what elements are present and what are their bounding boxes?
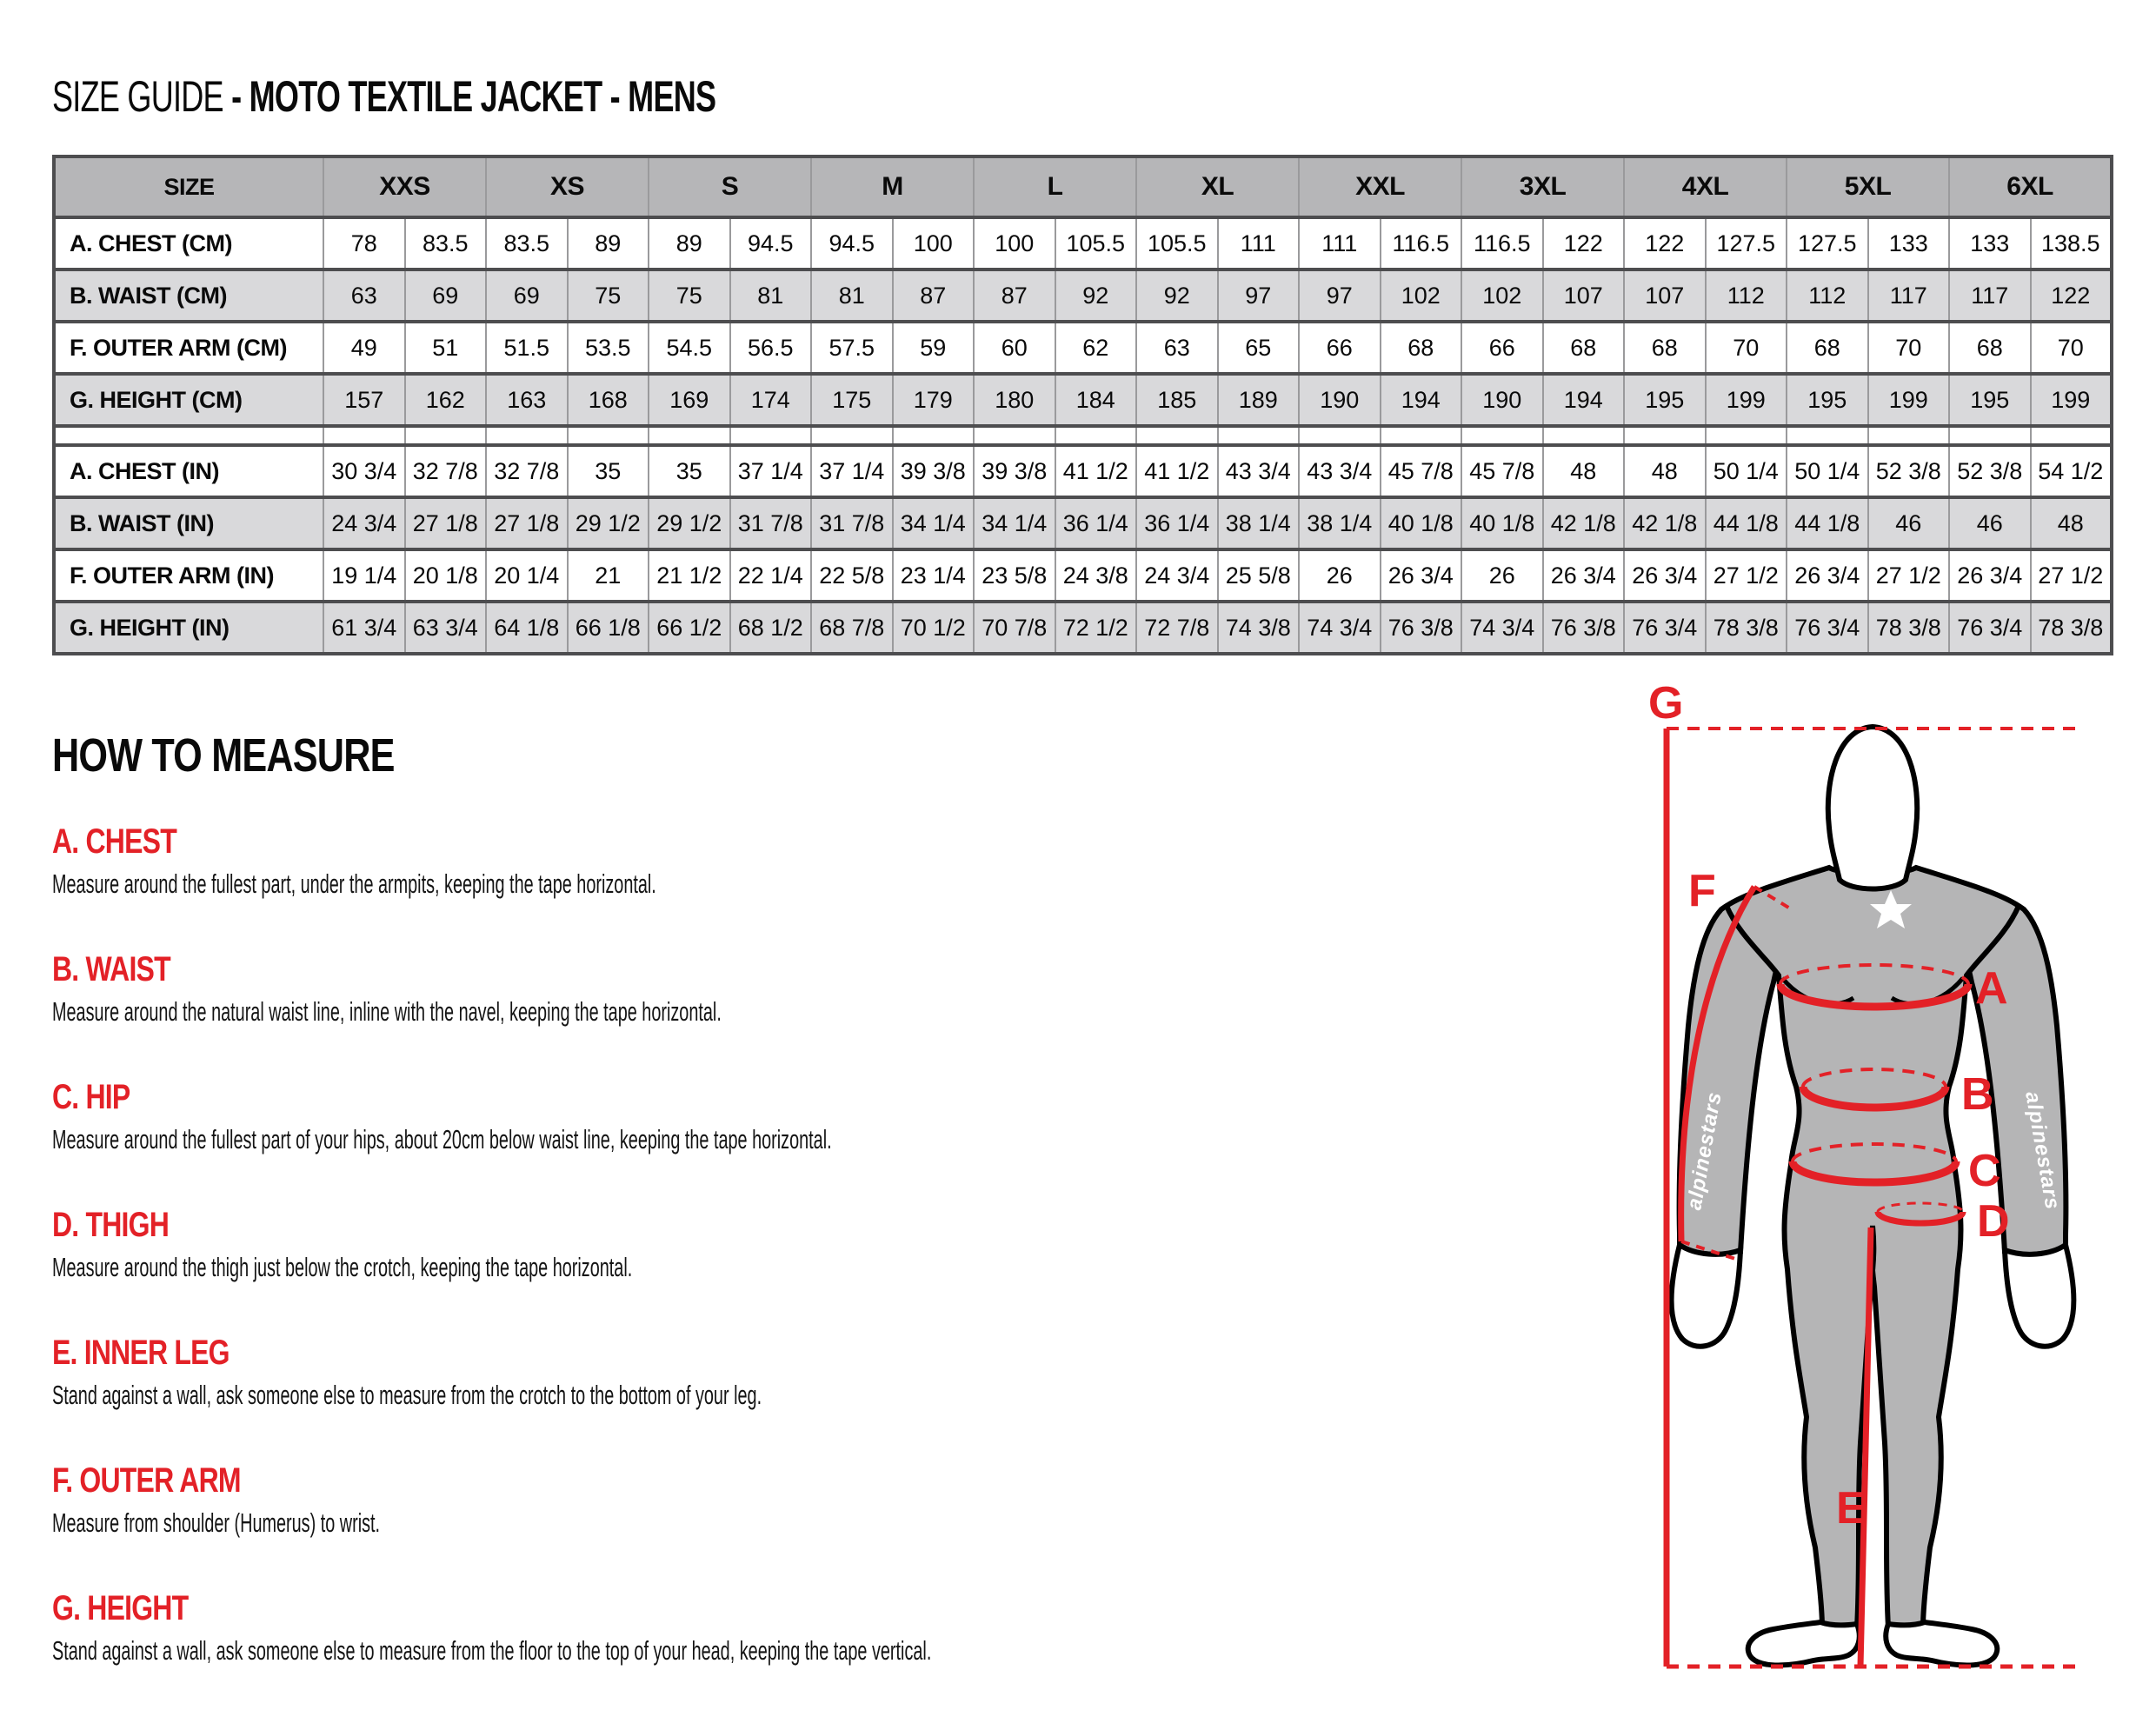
size-value-cell: 68 <box>1543 322 1625 374</box>
size-value-cell: 66 <box>1461 322 1543 374</box>
size-value-cell: 112 <box>1787 269 1868 322</box>
size-value-cell: 24 3/4 <box>323 497 405 549</box>
size-value-cell: 22 1/4 <box>730 549 812 602</box>
size-value-cell: 168 <box>568 374 649 426</box>
size-header-xxs: XXS <box>323 156 486 217</box>
size-value-cell: 94.5 <box>730 217 812 269</box>
size-value-cell: 64 1/8 <box>486 602 568 654</box>
figure-right-foot <box>1886 1622 1997 1666</box>
size-value-cell: 122 <box>1624 217 1706 269</box>
size-value-cell: 92 <box>1136 269 1218 322</box>
size-value-cell: 23 5/8 <box>974 549 1055 602</box>
size-value-cell: 138.5 <box>2031 217 2113 269</box>
size-value-cell: 26 <box>1299 549 1381 602</box>
measure-section-text: Measure around the natural waist line, inline with the navel, keeping the tape horizontal. <box>52 996 722 1027</box>
size-value-cell: 194 <box>1381 374 1462 426</box>
size-value-cell: 70 1/2 <box>893 602 975 654</box>
size-value-cell: 39 3/8 <box>974 445 1055 497</box>
size-value-cell: 38 1/4 <box>1218 497 1300 549</box>
size-value-cell: 32 7/8 <box>405 445 487 497</box>
table-row <box>54 549 2112 602</box>
size-value-cell: 122 <box>1543 217 1625 269</box>
size-value-cell: 72 1/2 <box>1055 602 1137 654</box>
size-value-cell: 50 1/4 <box>1706 445 1787 497</box>
size-header-l: L <box>974 156 1136 217</box>
size-value-cell: 100 <box>974 217 1055 269</box>
size-value-cell: 52 3/8 <box>1868 445 1950 497</box>
diagram-label-a: A <box>1975 963 2008 1014</box>
size-value-cell: 163 <box>486 374 568 426</box>
size-value-cell: 112 <box>1706 269 1787 322</box>
size-value-cell: 40 1/8 <box>1381 497 1462 549</box>
size-table-header-row <box>54 156 2112 217</box>
size-value-cell: 199 <box>1868 374 1950 426</box>
size-value-cell: 45 7/8 <box>1381 445 1462 497</box>
measure-section <box>52 1589 1617 1667</box>
size-value-cell: 78 <box>323 217 405 269</box>
size-value-cell: 62 <box>1055 322 1137 374</box>
size-value-cell: 68 <box>1949 322 2031 374</box>
size-value-cell: 68 7/8 <box>811 602 893 654</box>
size-value-cell: 49 <box>323 322 405 374</box>
size-header-4xl: 4XL <box>1624 156 1787 217</box>
size-value-cell: 68 1/2 <box>730 602 812 654</box>
size-value-cell: 78 3/8 <box>1706 602 1787 654</box>
table-row <box>54 602 2112 654</box>
size-value-cell: 81 <box>730 269 812 322</box>
size-value-cell: 81 <box>811 269 893 322</box>
size-value-cell: 36 1/4 <box>1136 497 1218 549</box>
size-value-cell: 37 1/4 <box>811 445 893 497</box>
table-row <box>54 374 2112 426</box>
size-value-cell: 76 3/4 <box>1787 602 1868 654</box>
size-value-cell: 184 <box>1055 374 1137 426</box>
size-value-cell: 83.5 <box>486 217 568 269</box>
size-value-cell: 48 <box>1543 445 1625 497</box>
size-value-cell: 34 1/4 <box>893 497 975 549</box>
size-value-cell: 63 <box>323 269 405 322</box>
measure-section-heading: B. WAIST <box>52 950 170 988</box>
size-value-cell: 27 1/8 <box>486 497 568 549</box>
size-value-cell: 21 1/2 <box>649 549 730 602</box>
size-value-cell: 41 1/2 <box>1136 445 1218 497</box>
table-row <box>54 445 2112 497</box>
size-value-cell: 133 <box>1868 217 1950 269</box>
size-value-cell: 27 1/2 <box>1868 549 1950 602</box>
size-value-cell: 35 <box>568 445 649 497</box>
measure-section <box>52 950 1617 1028</box>
row-label: B. WAIST (IN) <box>54 497 323 549</box>
page-title-prefix: SIZE GUIDE <box>52 72 232 121</box>
size-value-cell: 24 3/4 <box>1136 549 1218 602</box>
size-value-cell: 74 3/4 <box>1299 602 1381 654</box>
size-value-cell: 46 <box>1868 497 1950 549</box>
size-header-xl: XL <box>1136 156 1299 217</box>
size-value-cell: 56.5 <box>730 322 812 374</box>
size-value-cell: 102 <box>1381 269 1462 322</box>
size-value-cell: 116.5 <box>1461 217 1543 269</box>
size-value-cell: 66 1/2 <box>649 602 730 654</box>
table-row <box>54 497 2112 549</box>
size-value-cell: 24 3/8 <box>1055 549 1137 602</box>
body-measurement-diagram <box>1643 678 2156 1730</box>
row-label: G. HEIGHT (IN) <box>54 602 323 654</box>
size-value-cell: 76 3/8 <box>1543 602 1625 654</box>
figure-left-hand <box>1672 1245 1740 1347</box>
size-value-cell: 27 1/8 <box>405 497 487 549</box>
measure-section-heading: D. THIGH <box>52 1206 170 1244</box>
size-value-cell: 40 1/8 <box>1461 497 1543 549</box>
size-value-cell: 26 3/4 <box>1787 549 1868 602</box>
size-value-cell: 194 <box>1543 374 1625 426</box>
measure-section-text: Measure around the thigh just below the crotch, keeping the tape horizontal. <box>52 1252 633 1282</box>
size-header-xxl: XXL <box>1299 156 1461 217</box>
size-value-cell: 54 1/2 <box>2031 445 2113 497</box>
size-value-cell: 69 <box>405 269 487 322</box>
figure-left-foot <box>1748 1622 1860 1666</box>
size-value-cell: 89 <box>649 217 730 269</box>
row-label: F. OUTER ARM (IN) <box>54 549 323 602</box>
size-value-cell: 68 <box>1787 322 1868 374</box>
size-value-cell: 23 1/4 <box>893 549 975 602</box>
measure-section <box>52 1078 1617 1155</box>
size-value-cell: 70 <box>1868 322 1950 374</box>
size-value-cell: 100 <box>893 217 975 269</box>
measure-section-text: Stand against a wall, ask someone else to measure from the floor to the top of your head, keeping the tape vertical. <box>52 1635 932 1666</box>
size-value-cell: 19 1/4 <box>323 549 405 602</box>
measure-section-heading: C. HIP <box>52 1078 130 1116</box>
size-value-cell: 89 <box>568 217 649 269</box>
left-forearm-logo: alpinestars <box>1682 1089 1727 1212</box>
size-value-cell: 116.5 <box>1381 217 1462 269</box>
size-value-cell: 48 <box>2031 497 2113 549</box>
size-value-cell: 70 7/8 <box>974 602 1055 654</box>
size-value-cell: 51.5 <box>486 322 568 374</box>
size-value-cell: 34 1/4 <box>974 497 1055 549</box>
diagram-label-c: C <box>1968 1146 2001 1196</box>
size-value-cell: 117 <box>1949 269 2031 322</box>
row-label: A. CHEST (IN) <box>54 445 323 497</box>
size-value-cell: 44 1/8 <box>1706 497 1787 549</box>
size-value-cell: 133 <box>1949 217 2031 269</box>
size-value-cell: 52 3/8 <box>1949 445 2031 497</box>
size-value-cell: 54.5 <box>649 322 730 374</box>
size-value-cell: 189 <box>1218 374 1300 426</box>
size-value-cell: 45 7/8 <box>1461 445 1543 497</box>
size-value-cell: 72 7/8 <box>1136 602 1218 654</box>
how-to-measure-title: HOW TO MEASURE <box>52 729 395 782</box>
size-value-cell: 31 7/8 <box>730 497 812 549</box>
measure-section <box>52 1461 1617 1539</box>
size-value-cell: 37 1/4 <box>730 445 812 497</box>
size-value-cell: 105.5 <box>1055 217 1137 269</box>
size-value-cell: 46 <box>1949 497 2031 549</box>
size-value-cell: 22 5/8 <box>811 549 893 602</box>
size-value-cell: 41 1/2 <box>1055 445 1137 497</box>
size-value-cell: 50 1/4 <box>1787 445 1868 497</box>
measure-section <box>52 1334 1617 1411</box>
size-value-cell: 26 3/4 <box>1624 549 1706 602</box>
measure-section <box>52 1206 1617 1283</box>
table-row <box>54 322 2112 374</box>
size-header-m: M <box>811 156 974 217</box>
size-value-cell: 190 <box>1461 374 1543 426</box>
size-header-5xl: 5XL <box>1787 156 1949 217</box>
size-value-cell: 27 1/2 <box>1706 549 1787 602</box>
size-value-cell: 57.5 <box>811 322 893 374</box>
size-value-cell: 70 <box>2031 322 2113 374</box>
size-value-cell: 195 <box>1787 374 1868 426</box>
size-value-cell: 53.5 <box>568 322 649 374</box>
size-header-xs: XS <box>486 156 649 217</box>
size-value-cell: 66 <box>1299 322 1381 374</box>
measure-section-heading: F. OUTER ARM <box>52 1461 241 1500</box>
how-to-measure-section <box>52 729 1617 1717</box>
size-value-cell: 127.5 <box>1706 217 1787 269</box>
diagram-label-b: B <box>1961 1069 1994 1120</box>
size-value-cell: 29 1/2 <box>568 497 649 549</box>
size-value-cell: 29 1/2 <box>649 497 730 549</box>
measure-section-text: Measure around the fullest part of your hips, about 20cm below waist line, keeping the tape horizontal. <box>52 1124 832 1154</box>
measure-section-text: Measure from shoulder (Humerus) to wrist. <box>52 1507 381 1538</box>
size-value-cell: 78 3/8 <box>2031 602 2113 654</box>
row-label: A. CHEST (CM) <box>54 217 323 269</box>
table-spacer-row <box>54 426 2112 445</box>
size-value-cell: 74 3/8 <box>1218 602 1300 654</box>
size-value-cell: 36 1/4 <box>1055 497 1137 549</box>
size-value-cell: 21 <box>568 549 649 602</box>
size-value-cell: 97 <box>1218 269 1300 322</box>
size-value-cell: 157 <box>323 374 405 426</box>
row-label: G. HEIGHT (CM) <box>54 374 323 426</box>
size-value-cell: 70 <box>1706 322 1787 374</box>
size-value-cell: 30 3/4 <box>323 445 405 497</box>
size-value-cell: 76 3/4 <box>1624 602 1706 654</box>
right-forearm-logo: alpinestars <box>2020 1089 2065 1212</box>
size-value-cell: 51 <box>405 322 487 374</box>
size-value-cell: 179 <box>893 374 975 426</box>
size-value-cell: 27 1/2 <box>2031 549 2113 602</box>
size-value-cell: 111 <box>1218 217 1300 269</box>
size-value-cell: 63 <box>1136 322 1218 374</box>
size-value-cell: 169 <box>649 374 730 426</box>
size-value-cell: 48 <box>1624 445 1706 497</box>
size-value-cell: 122 <box>2031 269 2113 322</box>
size-value-cell: 59 <box>893 322 975 374</box>
size-value-cell: 61 3/4 <box>323 602 405 654</box>
diagram-label-f: F <box>1688 866 1716 916</box>
page-title-product: - MOTO TEXTILE JACKET - MENS <box>231 72 716 121</box>
size-value-cell: 42 1/8 <box>1543 497 1625 549</box>
size-value-cell: 75 <box>649 269 730 322</box>
size-value-cell: 76 3/8 <box>1381 602 1462 654</box>
size-column-corner-header: SIZE <box>54 156 323 217</box>
diagram-label-e: E <box>1836 1483 1867 1534</box>
size-value-cell: 111 <box>1299 217 1381 269</box>
size-value-cell: 26 <box>1461 549 1543 602</box>
size-value-cell: 20 1/4 <box>486 549 568 602</box>
size-value-cell: 66 1/8 <box>568 602 649 654</box>
size-value-cell: 32 7/8 <box>486 445 568 497</box>
size-value-cell: 162 <box>405 374 487 426</box>
size-value-cell: 43 3/4 <box>1299 445 1381 497</box>
size-value-cell: 92 <box>1055 269 1137 322</box>
size-value-cell: 117 <box>1868 269 1950 322</box>
size-value-cell: 185 <box>1136 374 1218 426</box>
size-value-cell: 74 3/4 <box>1461 602 1543 654</box>
size-value-cell: 43 3/4 <box>1218 445 1300 497</box>
size-value-cell: 25 5/8 <box>1218 549 1300 602</box>
size-value-cell: 75 <box>568 269 649 322</box>
measure-section-heading: G. HEIGHT <box>52 1589 189 1627</box>
measure-section-text: Measure around the fullest part, under the armpits, keeping the tape horizontal. <box>52 868 656 899</box>
size-value-cell: 26 3/4 <box>1381 549 1462 602</box>
size-value-cell: 102 <box>1461 269 1543 322</box>
table-row <box>54 269 2112 322</box>
size-value-cell: 20 1/8 <box>405 549 487 602</box>
size-value-cell: 107 <box>1624 269 1706 322</box>
size-value-cell: 97 <box>1299 269 1381 322</box>
diagram-label-g: G <box>1648 678 1684 729</box>
size-value-cell: 180 <box>974 374 1055 426</box>
size-value-cell: 42 1/8 <box>1624 497 1706 549</box>
size-value-cell: 69 <box>486 269 568 322</box>
size-value-cell: 39 3/8 <box>893 445 975 497</box>
size-value-cell: 31 7/8 <box>811 497 893 549</box>
size-value-cell: 195 <box>1624 374 1706 426</box>
size-header-s: S <box>649 156 811 217</box>
size-value-cell: 175 <box>811 374 893 426</box>
size-value-cell: 199 <box>2031 374 2113 426</box>
size-value-cell: 68 <box>1381 322 1462 374</box>
size-value-cell: 190 <box>1299 374 1381 426</box>
size-value-cell: 94.5 <box>811 217 893 269</box>
measure-section-heading: A. CHEST <box>52 822 176 861</box>
size-value-cell: 87 <box>974 269 1055 322</box>
size-value-cell: 199 <box>1706 374 1787 426</box>
size-value-cell: 26 3/4 <box>1949 549 2031 602</box>
row-label: B. WAIST (CM) <box>54 269 323 322</box>
measure-section <box>52 822 1617 900</box>
page-title <box>52 71 974 122</box>
table-row <box>54 217 2112 269</box>
size-value-cell: 78 3/8 <box>1868 602 1950 654</box>
figure-right-hand <box>2005 1245 2073 1347</box>
size-value-cell: 76 3/4 <box>1949 602 2031 654</box>
size-value-cell: 83.5 <box>405 217 487 269</box>
size-value-cell: 105.5 <box>1136 217 1218 269</box>
size-value-cell: 107 <box>1543 269 1625 322</box>
size-guide-table <box>52 155 2113 655</box>
size-header-6xl: 6XL <box>1949 156 2112 217</box>
measure-section-heading: E. INNER LEG <box>52 1334 230 1372</box>
size-value-cell: 174 <box>730 374 812 426</box>
size-value-cell: 68 <box>1624 322 1706 374</box>
size-value-cell: 35 <box>649 445 730 497</box>
size-value-cell: 87 <box>893 269 975 322</box>
size-value-cell: 26 3/4 <box>1543 549 1625 602</box>
size-value-cell: 38 1/4 <box>1299 497 1381 549</box>
size-value-cell: 60 <box>974 322 1055 374</box>
size-header-3xl: 3XL <box>1461 156 1624 217</box>
size-value-cell: 127.5 <box>1787 217 1868 269</box>
size-value-cell: 65 <box>1218 322 1300 374</box>
measure-section-text: Stand against a wall, ask someone else to measure from the crotch to the bottom of your leg. <box>52 1380 762 1410</box>
size-value-cell: 44 1/8 <box>1787 497 1868 549</box>
diagram-label-d: D <box>1977 1196 2010 1247</box>
row-label: F. OUTER ARM (CM) <box>54 322 323 374</box>
figure-head <box>1828 727 1917 889</box>
size-value-cell: 195 <box>1949 374 2031 426</box>
size-value-cell: 63 3/4 <box>405 602 487 654</box>
